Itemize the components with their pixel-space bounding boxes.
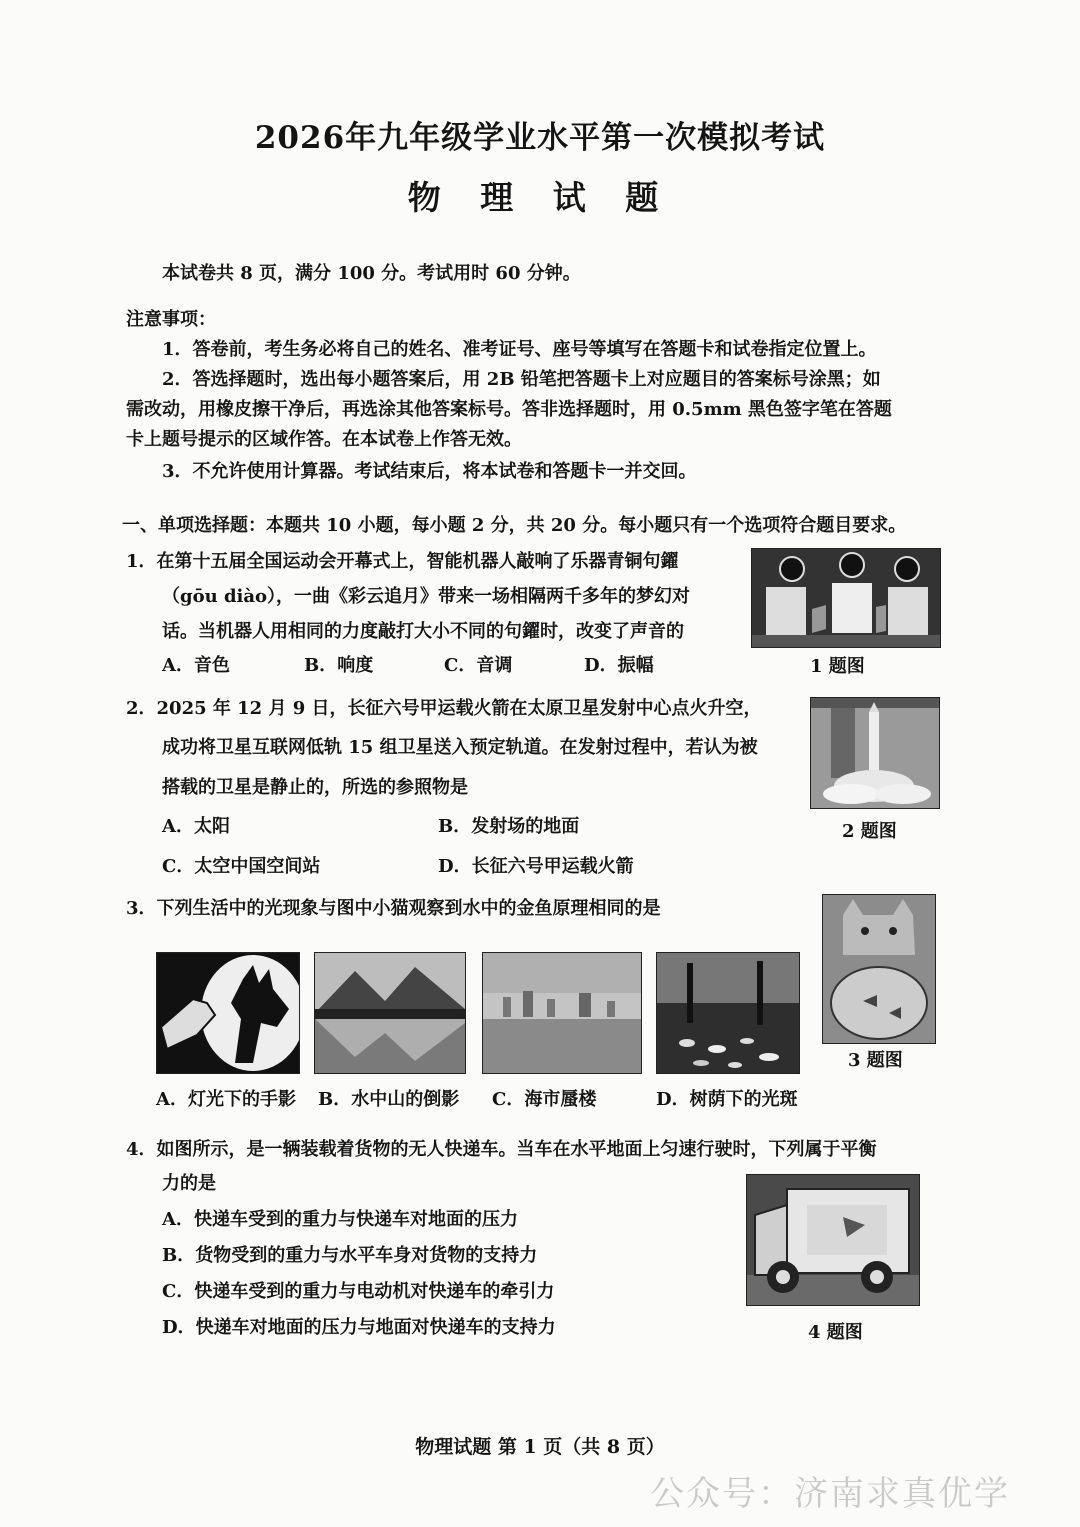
q1-figure-caption: 1 题图 [810,656,865,677]
q1-option-a: A．音色 [162,655,230,676]
q2-line-3: 搭载的卫星是静止的，所选的参照物是 [162,777,468,798]
intro-text: 本试卷共 8 页，满分 100 分。考试用时 60 分钟。 [162,263,581,284]
q4-option-d: D．快递车对地面的压力与地面对快递车的支持力 [162,1317,556,1338]
q3-image-hand-shadow [156,952,300,1074]
page-footer: 物理试题 第 1 页（共 8 页） [415,1436,665,1458]
q4-option-a: A．快递车受到的重力与快递车对地面的压力 [162,1209,518,1230]
q2-figure-caption: 2 题图 [842,821,897,842]
q4-figure-caption: 4 题图 [808,1322,863,1343]
q3-option-d: D．树荫下的光斑 [656,1089,798,1110]
subject-title: 物 理 试 题 [407,178,673,217]
q3-line-1: 3．下列生活中的光现象与图中小猫观察到水中的金鱼原理相同的是 [126,898,661,919]
q3-image-tree-shade [656,952,800,1074]
q3-image-mirage [482,952,642,1074]
q1-line-2: （gōu diào），一曲《彩云追月》带来一场相隔两千多年的梦幻对 [162,586,691,607]
q2-option-c: C．太空中国空间站 [162,856,321,877]
q2-option-d: D．长征六号甲运载火箭 [438,856,634,877]
note-2-line-2: 需改动，用橡皮擦干净后，再选涂其他答案标号。答非选择题时，用 0.5mm 黑色签字笔在答题 [126,399,892,420]
exam-title: 2026年九年级学业水平第一次模拟考试 [254,120,826,156]
note-3: 3．不允许使用计算器。考试结束后，将本试卷和答题卡一并交回。 [162,461,697,482]
q4-option-c: C．快递车受到的重力与电动机对快递车的牵引力 [162,1281,555,1302]
note-2-line-1: 2．答选择题时，选出每小题答案后，用 2B 铅笔把答题卡上对应题目的答案标号涂黑；如 [162,369,881,390]
note-2-line-3: 卡上题号提示的区域作答。在本试卷上作答无效。 [126,429,522,450]
q3-figure-cat-goldfish [822,894,936,1044]
q1-option-b: B．响度 [304,655,374,676]
q1-figure-robots [751,548,941,648]
q4-figure-delivery-vehicle [746,1174,920,1306]
q3-image-mountain-reflection [314,952,466,1074]
watermark-text: 公众号：济南求真优学 [650,1474,1010,1514]
section-heading: 一、单项选择题：本题共 10 小题，每小题 2 分，共 20 分。每小题只有一个选项符合题目要求。 [122,515,907,536]
q1-line-1: 1．在第十五届全国运动会开幕式上，智能机器人敲响了乐器青铜句鑃 [126,551,679,572]
q3-option-c: C．海市蜃楼 [492,1089,597,1110]
q3-option-b: B．水中山的倒影 [318,1089,460,1110]
q2-option-a: A．太阳 [162,816,230,837]
q3-figure-caption: 3 题图 [848,1050,903,1071]
notes-heading: 注意事项： [126,309,216,330]
q4-line-2: 力的是 [162,1173,216,1194]
q1-option-c: C．音调 [444,655,513,676]
q2-option-b: B．发射场的地面 [438,816,580,837]
q1-option-d: D．振幅 [584,655,654,676]
q3-option-a: A．灯光下的手影 [156,1089,296,1110]
q4-line-1: 4．如图所示，是一辆装载着货物的无人快递车。当车在水平地面上匀速行驶时，下列属于平衡 [126,1139,877,1160]
q2-line-1: 2．2025 年 12 月 9 日，长征六号甲运载火箭在太原卫星发射中心点火升空， [126,698,762,719]
note-1: 1．答卷前，考生务必将自己的姓名、准考证号、座号等填写在答题卡和试卷指定位置上。 [162,339,877,360]
q2-figure-rocket [810,697,940,809]
q2-line-2: 成功将卫星互联网低轨 15 组卫星送入预定轨道。在发射过程中，若认为被 [162,737,758,758]
q1-line-3: 话。当机器人用相同的力度敲打大小不同的句鑃时，改变了声音的 [162,621,684,642]
q4-option-b: B．货物受到的重力与水平车身对货物的支持力 [162,1245,538,1266]
